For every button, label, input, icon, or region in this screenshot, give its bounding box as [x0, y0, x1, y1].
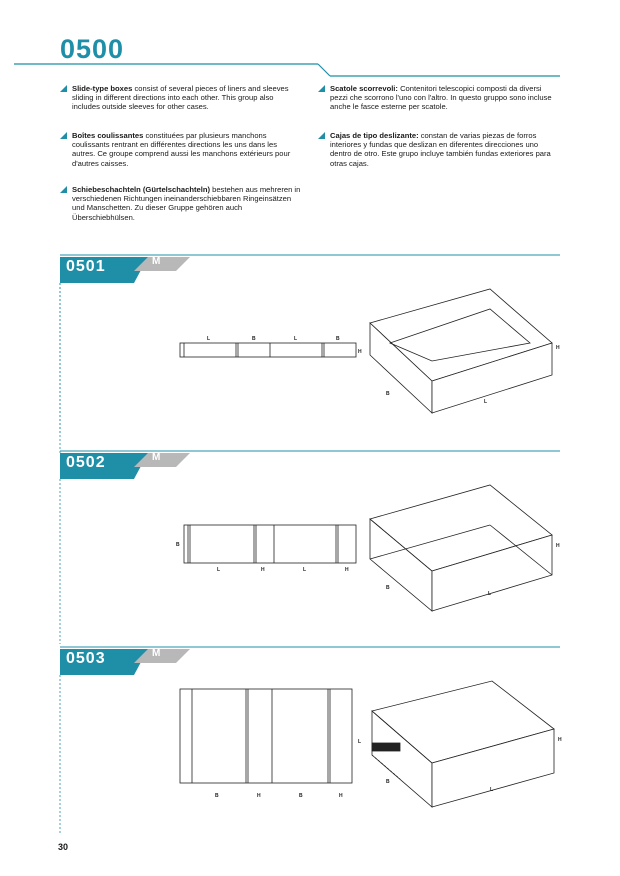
intro-lead: Schiebeschachteln (Gürtelschachteln) [72, 185, 210, 194]
box-label: B [386, 391, 390, 397]
intro-paragraph-de [72, 185, 302, 222]
sleeve-3d-0502 [370, 485, 552, 611]
intro-text: Contenitori telescopici composti da diversi pezzi che scorrono l'uno con l'altro. In questo gruppo sono incluse anche le fasce esterne per scatole. [330, 84, 552, 112]
box-label: L [484, 399, 488, 405]
flat-label: H [339, 793, 343, 799]
section-tag: M [152, 256, 161, 267]
intro-text: consist of several pieces of liners and sleeves sliding in different directions into each other. This group also includes outside sleeves for other cases. [72, 84, 289, 112]
triangle-bullet-icon [318, 85, 325, 92]
intro-lead: Cajas de tipo deslizante: [330, 131, 419, 140]
page-number: 30 [58, 842, 69, 852]
flat-blank-0503 [180, 689, 352, 783]
box-label: H [556, 345, 560, 351]
box-label: L [488, 591, 492, 597]
intro-paragraph-fr [72, 131, 302, 168]
box-label: H [558, 737, 562, 743]
flat-label: B [299, 793, 303, 799]
triangle-bullet-icon [60, 85, 67, 92]
flat-side-label: B [176, 542, 180, 548]
box-label: B [386, 585, 390, 591]
flat-blank-0502 [184, 525, 356, 563]
section-tag: M [152, 648, 161, 659]
intro-paragraph-es [330, 131, 560, 168]
box-label: B [386, 779, 390, 785]
flat-blank-0501 [180, 343, 356, 357]
diagram-0503 [60, 675, 560, 835]
drawer-3d-0503 [372, 681, 554, 807]
section-tag: M [152, 452, 161, 463]
flat-label: B [215, 793, 219, 799]
box-label: H [556, 543, 560, 549]
intro-paragraph-it [330, 84, 560, 112]
section-code: 0501 [66, 258, 106, 275]
flat-label: B [252, 336, 256, 342]
sleeve-3d-0501 [370, 289, 552, 413]
intro-lead: Boîtes coulissantes [72, 131, 144, 140]
intro-paragraph-en [72, 84, 302, 112]
flat-label: H [257, 793, 261, 799]
flat-label: L [294, 336, 298, 342]
triangle-bullet-icon [318, 132, 325, 139]
section-code: 0502 [66, 454, 106, 471]
flat-label: H [345, 567, 349, 573]
triangle-bullet-icon [60, 132, 67, 139]
flat-label: H [261, 567, 265, 573]
flat-label: L [217, 567, 221, 573]
triangle-bullet-icon [60, 186, 67, 193]
diagram-0501 [60, 283, 560, 463]
box-label: L [358, 739, 362, 745]
section-code: 0503 [66, 650, 106, 667]
page-title: 0500 [60, 34, 125, 64]
intro-text: bestehen aus mehreren in verschiedenen Richtungen ineinanderschiebbaren Ringeinsätzen und Manschetten. Zu dieser Gruppe gehören auch Überschiebhülsen. [72, 185, 301, 222]
flat-side-label: H [358, 349, 362, 355]
intro-lead: Slide-type boxes [72, 84, 133, 93]
intro-text: constan de varias piezas de forros interiores y fundas que deslizan en diferentes direcciones uno dentro de otro. Este grupo incluye también fundas exteriores para otras cajas. [330, 131, 551, 168]
flat-label: L [303, 567, 307, 573]
box-label: L [490, 787, 494, 793]
diagram-0502 [60, 479, 560, 649]
intro-lead: Scatole scorrevoli: [330, 84, 398, 93]
flat-label: L [207, 336, 211, 342]
intro-text: constituées par plusieurs manchons coulissants rentrant en différentes directions les uns dans les autres. Ce groupe comprend aussi les manchons extérieurs pour d'autres caisses. [72, 131, 291, 168]
flat-label: B [336, 336, 340, 342]
